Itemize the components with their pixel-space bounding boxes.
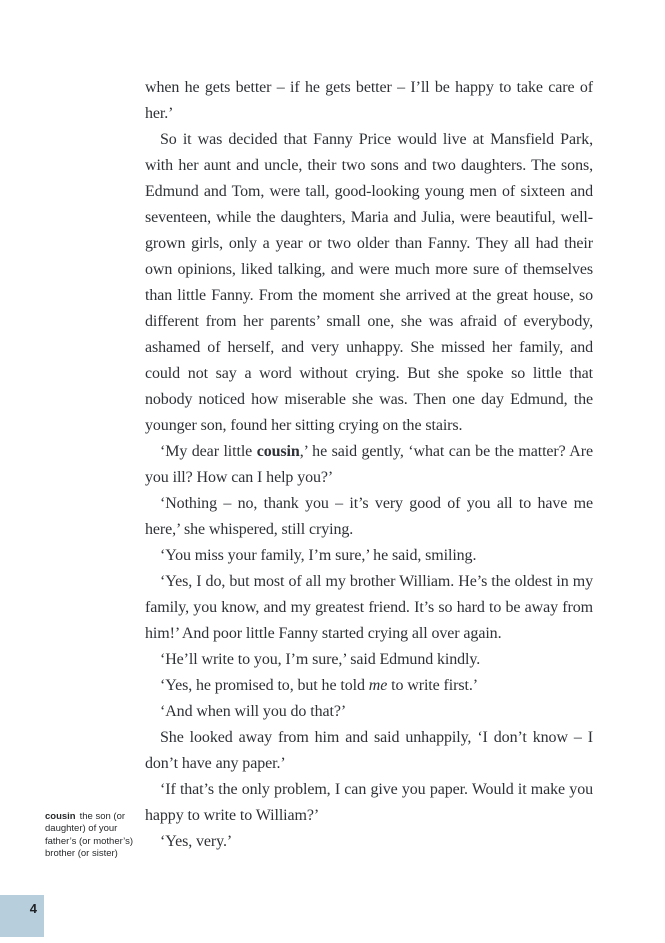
paragraph: ‘Yes, very.’ bbox=[160, 833, 233, 850]
paragraph: ‘My dear little cousin,’ he said gently, ‘what can be the matter? Are you ill? How can I help you?’ bbox=[145, 443, 593, 486]
paragraph: when he gets better – if he gets better – I’ll be happy to take care of her.’ bbox=[145, 79, 593, 122]
paragraph: So it was decided that Fanny Price would live at Mansfield Park, with her aunt and uncle, their two sons and two daughters. The sons, Edmund and Tom, were tall, good-looking young men of sixteen and seventeen, while the daughters, Maria and Julia, were beautiful, well-grown girls, only a year or two older than Fanny. They all had their own opinions, liked talking, and were much more sure of themselves than little Fanny. From the moment she arrived at the great house, so different from her parents’ small one, she was afraid of everybody, ashamed of herself, and very unhappy. She missed her family, and could not say a word without crying. But she spoke so little that nobody noticed how miserable she was. Then one day Edmund, the younger son, found her sitting crying on the stairs. bbox=[145, 131, 593, 434]
paragraph: ‘He’ll write to you, I’m sure,’ said Edmund kindly. bbox=[160, 651, 481, 668]
paragraph: ‘You miss your family, I’m sure,’ he said, smiling. bbox=[160, 547, 477, 564]
margin-note-term: cousin bbox=[45, 811, 76, 822]
paragraph: ‘Yes, I do, but most of all my brother William. He’s the oldest in my family, you know, and my greatest friend. It’s so hard to be away from him!’ And poor little Fanny started crying all over again. bbox=[145, 573, 593, 642]
page-number: 4 bbox=[29, 901, 37, 916]
paragraph: ‘Yes, he promised to, but he told me to write first.’ bbox=[160, 677, 478, 694]
margin-note-cousin bbox=[45, 811, 141, 861]
page-number-tab bbox=[0, 895, 44, 937]
paragraph: ‘If that’s the only problem, I can give you paper. Would it make you happy to write to William?’ bbox=[145, 781, 593, 824]
paragraph: ‘Nothing – no, thank you – it’s very good of you all to have me here,’ she whispered, still crying. bbox=[145, 495, 593, 538]
paragraph: ‘And when will you do that?’ bbox=[160, 703, 347, 720]
margin-note-definition: the son (or daughter) of your father’s (or mother’s) brother (or sister) bbox=[45, 811, 133, 860]
paragraph: She looked away from him and said unhappily, ‘I don’t know – I don’t have any paper.’ bbox=[145, 729, 593, 772]
body-text bbox=[145, 75, 593, 855]
